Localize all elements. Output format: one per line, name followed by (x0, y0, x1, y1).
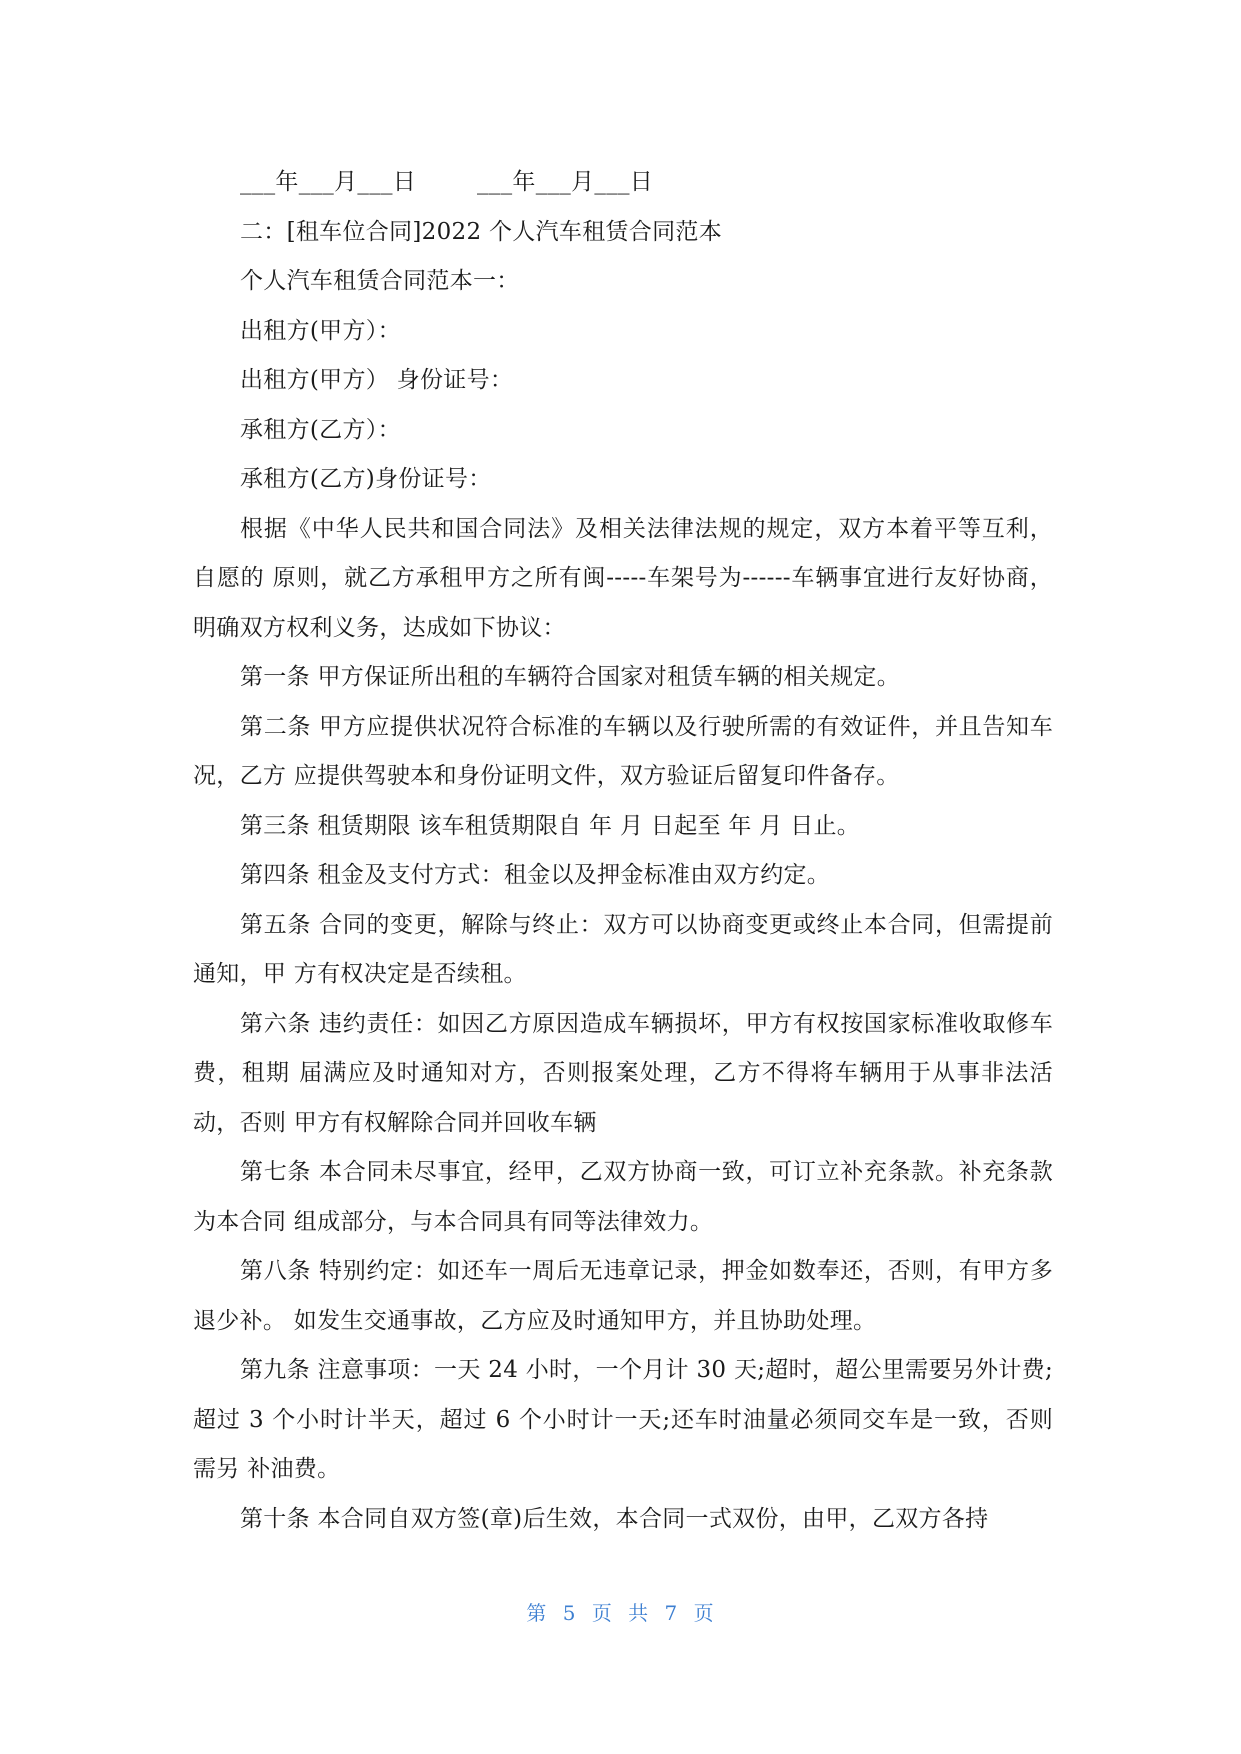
document-body (193, 158, 1053, 1544)
clause-7: 第七条 本合同未尽事宜，经甲，乙双方协商一致，可订立补充条款。补充条款为本合同 组成部分，与本合同具有同等法律效力。 (193, 1159, 1053, 1235)
clause-5: 第五条 合同的变更，解除与终止：双方可以协商变更或终止本合同，但需提前通知，甲 方有权决定是否续租。 (193, 911, 1053, 987)
clause-3: 第三条 租赁期限 该车租赁期限自 年 月 日起至 年 月 日止。 (240, 812, 861, 839)
clause-1: 第一条 甲方保证所出租的车辆符合国家对租赁车辆的相关规定。 (240, 664, 901, 690)
clause-8: 第八条 特别约定：如还车一周后无违章记录，押金如数奉还，否则，有甲方多退少补。 如发生交通事故，乙方应及时通知甲方，并且协助处理。 (193, 1258, 1053, 1334)
clause-9: 第九条 注意事项：一天 24 小时，一个月计 30 天;超时，超公里需要另外计费;超过 3 个小时计半天，超过 6 个小时计一天;还车时油量必须同交车是一致，否则需另 补油费。 (193, 1357, 1053, 1482)
section-heading: 二：[租车位合同]2022 个人汽车租赁合同范本 (240, 218, 722, 245)
clause-10: 第十条 本合同自双方签(章)后生效，本合同一式双份，由甲，乙双方各持 (240, 1505, 989, 1532)
date-line: ___年___月___日 ___年___月___日 (240, 169, 654, 195)
clause-2: 第二条 甲方应提供状况符合标准的车辆以及行驶所需的有效证件，并且告知车况，乙方 应提供驾驶本和身份证明文件，双方验证后留复印件备存。 (193, 713, 1053, 789)
page-number-footer: 第 5 页 共 7 页 (526, 1601, 715, 1625)
clause-4: 第四条 租金及支付方式：租金以及押金标准由双方约定。 (240, 862, 831, 888)
lessor-id-field: 出租方(甲方） 身份证号： (240, 367, 514, 393)
clause-6: 第六条 违约责任：如因乙方原因造成车辆损坏，甲方有权按国家标准收取修车费，租期 届满应及时通知对方，否则报案处理，乙方不得将车辆用于从事非法活动，否则 甲方有权解除合同并回收车辆 (193, 1010, 1053, 1136)
lessor-field: 出租方(甲方）： (240, 317, 401, 344)
contract-title: 个人汽车租赁合同范本一： (240, 268, 520, 294)
lessee-field: 承租方(乙方）： (240, 416, 401, 443)
preamble-paragraph: 根据《中华人民共和国合同法》及相关法律法规的规定，双方本着平等互利，自愿的 原则，就乙方承租甲方之所有闽-----车架号为------车辆事宜进行友好协商，明确双方权利义务，达成如下协议： (193, 515, 1053, 641)
lessee-id-field: 承租方(乙方)身份证号： (240, 466, 492, 492)
